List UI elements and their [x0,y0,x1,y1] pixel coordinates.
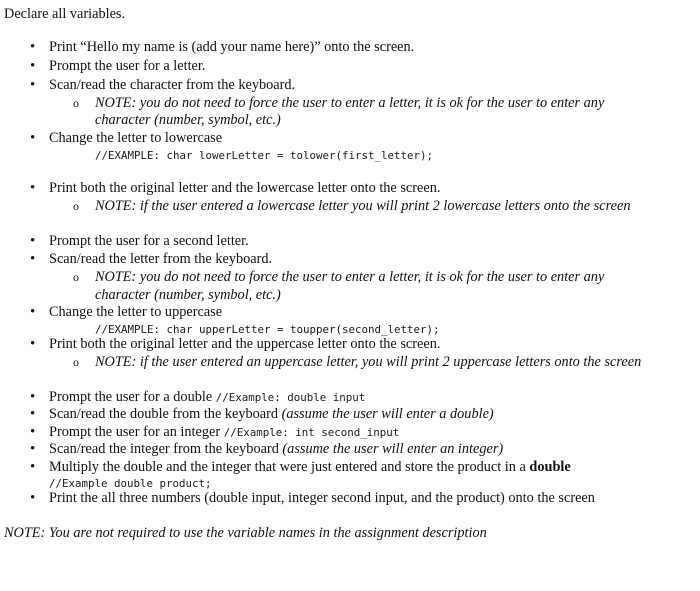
instruction-scan-integer-text: Scan/read the integer from the keyboard [49,441,283,457]
note-lowercase-print: NOTE: if the user entered a lowercase letter you will print 2 lowercase letters onto the screen [95,198,631,214]
code-example-toupper: //EXAMPLE: char upperLetter = toupper(second_letter); [95,323,440,336]
instruction-uppercase: Change the letter to uppercase [49,304,223,320]
sub-bullet-icon: o [73,96,79,110]
code-example-double-input: //Example: double input [215,391,366,404]
page-heading: Declare all variables. [4,6,126,22]
note-force-letter: NOTE: you do not need to force the user to enter a letter, it is ok for the user to enter any [95,95,605,111]
sub-bullet-icon: o [73,355,79,369]
instruction-scan-double [49,406,494,423]
code-example-double-product: //Example double product; [49,477,212,490]
instruction-multiply [49,459,571,476]
instruction-print-lowercase: Print both the original letter and the lowercase letter onto the screen. [49,180,441,196]
note-force-letter-2: NOTE: you do not need to force the user to enter a letter, it is ok for the user to enter any [95,269,605,285]
bullet-icon: • [30,39,36,55]
instruction-lowercase: Change the letter to lowercase [49,130,223,146]
instruction-multiply-text: Multiply the double and the integer that were just entered and store the product in a [49,459,530,475]
instruction-print-uppercase: Print both the original letter and the uppercase letter onto the screen. [49,336,441,352]
instruction-print-all: Print the all three numbers (double input, integer second input, and the product) onto the screen [49,490,595,506]
footer-note: NOTE: You are not required to use the variable names in the assignment description [4,525,487,541]
bullet-icon: • [30,336,36,352]
instruction-scan-double-text: Scan/read the double from the keyboard [49,406,282,422]
sub-bullet-icon: o [73,199,79,213]
bullet-icon: • [30,304,36,320]
bullet-icon: • [30,180,36,196]
bullet-icon: • [30,406,36,422]
note-force-letter-cont: character (number, symbol, etc.) [95,112,281,128]
note-uppercase-print: NOTE: if the user entered an uppercase letter, you will print 2 uppercase letters onto the screen [95,354,642,370]
code-example-tolower: //EXAMPLE: char lowerLetter = tolower(first_letter); [95,149,434,162]
bullet-icon: • [30,58,36,74]
instruction-scan-letter: Scan/read the letter from the keyboard. [49,251,273,267]
sub-bullet-icon: o [73,270,79,284]
instruction-scan-integer-note: (assume the user will enter an integer) [282,441,504,457]
bullet-icon: • [30,490,36,506]
bullet-icon: • [30,233,36,249]
bullet-icon: • [30,459,36,475]
bullet-icon: • [30,441,36,457]
instruction-prompt-integer-text: Prompt the user for an integer [49,424,224,440]
instruction-prompt-double-text: Prompt the user for a double [49,389,216,405]
bullet-icon: • [30,251,36,267]
bullet-icon: • [30,77,36,93]
bullet-icon: • [30,389,36,405]
bullet-icon: • [30,424,36,440]
instruction-prompt-double [49,389,365,406]
code-example-int-input: //Example: int second_input [223,426,400,439]
instruction-scan-integer [49,441,503,458]
instruction-scan-character: Scan/read the character from the keyboard. [49,77,296,93]
instruction-prompt-letter: Prompt the user for a letter. [49,58,206,74]
instruction-prompt-integer [49,424,399,441]
note-force-letter-2-cont: character (number, symbol, etc.) [95,287,281,303]
bullet-icon: • [30,130,36,146]
instruction-print-hello: Print “Hello my name is (add your name here)” onto the screen. [49,39,415,55]
instruction-multiply-type: double [529,459,571,475]
instruction-scan-double-note: (assume the user will enter a double) [281,406,494,422]
instruction-prompt-second-letter: Prompt the user for a second letter. [49,233,249,249]
